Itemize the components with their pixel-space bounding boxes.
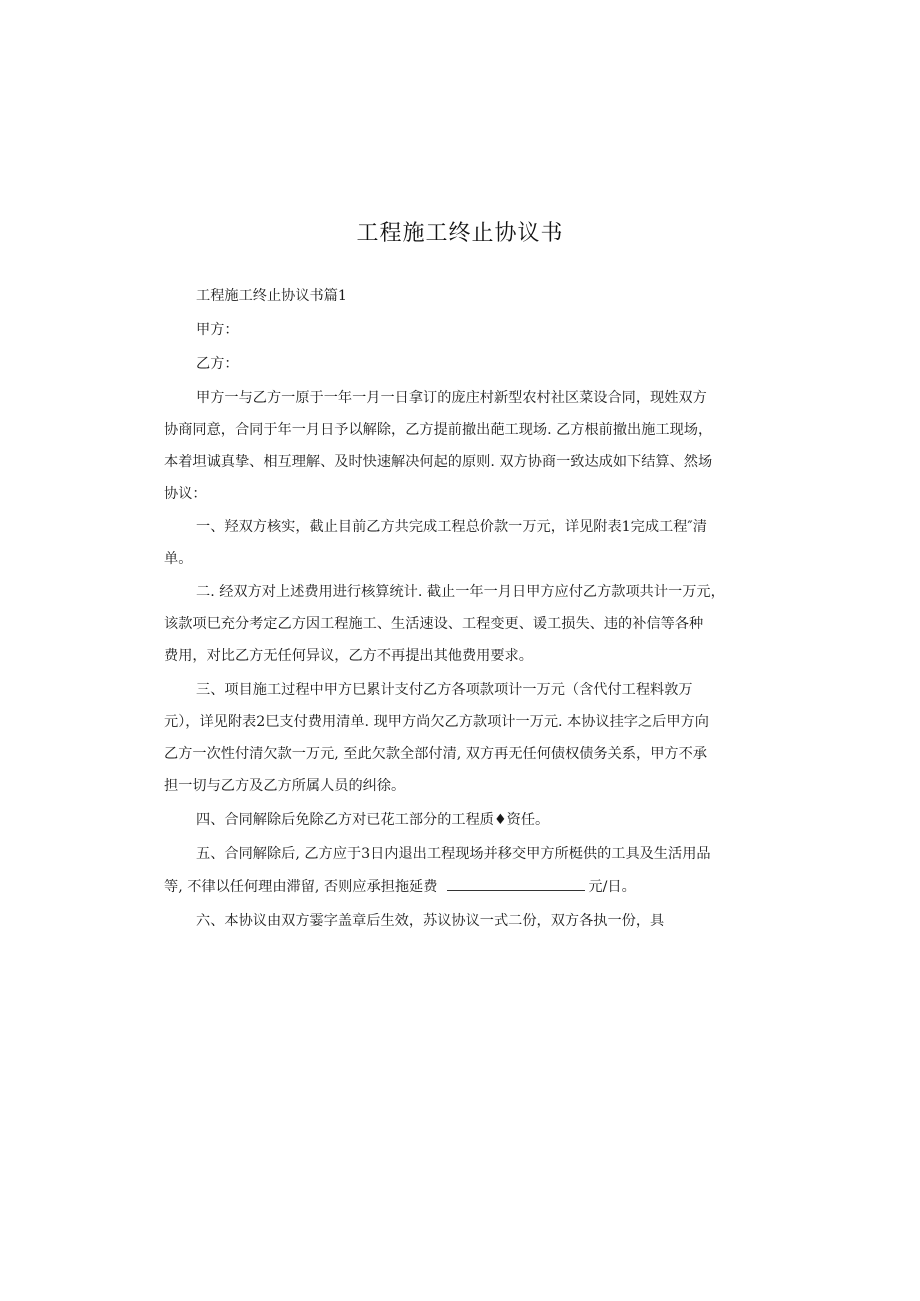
paragraph-3-line-1: 二. 经双方对上述费用进行核算统计. 截止一年一月日甲方应付乙方款项共计一万元， — [196, 584, 725, 600]
paragraph-4-line-3: 乙方一次性付清欠款一万元, 至此欠款全部付清, 双方再无任何债权债务关系，甲方不承 — [164, 746, 707, 762]
paragraph-1-line-3: 本着坦诚真挚、相互理解、及时快速解决何起的原则. 双方协商一致达成如下结算、然场 — [164, 454, 713, 470]
paragraph-5: 四、合同解除后免除乙方对已花工部分的工程质♦资任。 — [196, 812, 550, 828]
fee-blank-line — [447, 876, 585, 891]
paragraph-7: 六、本协议由双方霎字盖章后生效，苏议协议一式二份，双方各执一份，具 — [196, 913, 665, 929]
party-a-label: 甲方： — [196, 322, 239, 338]
party-b-label: 乙方： — [196, 356, 239, 372]
paragraph-3-line-3: 费用，对比乙方无任何异议，乙方不再提出其他费用要求。 — [164, 648, 533, 664]
paragraph-2-line-2: 单。 — [164, 551, 193, 567]
document-title: 工程施工终止协议书 — [356, 221, 564, 246]
paragraph-4-line-2: 元），详见附表2巳支付费用清单. 现甲方尚欠乙方款项计一万元. 本协议挂字之后甲方向 — [164, 714, 709, 730]
section-heading: 工程施工终止协议书篇1 — [196, 288, 347, 304]
paragraph-6-line-2 — [164, 876, 764, 897]
paragraph-1-line-1: 甲方一与乙方一原于一年一月一日拿订的庞庄村新型农村社区菜设合同，现姓双方 — [196, 390, 707, 406]
paragraph-4-line-1: 三、项目施工过程中甲方巳累计支付乙方各项款项计一万元（含代付工程料敦万 — [196, 682, 693, 698]
paragraph-4-line-4: 担一切与乙方及乙方所属人员的纠徐。 — [164, 778, 406, 794]
paragraph-1-line-4: 协议： — [164, 486, 207, 502]
paragraph-6-line-1: 五、合同解除后, 乙方应于3日内退出工程现场并移交甲方所梃供的工具及生活用品 — [196, 846, 711, 862]
paragraph-6-text-before-blank: 等, 不律以任何理由滞留, 否则应承担拖延费 — [164, 879, 438, 895]
paragraph-1-line-2: 协商同意，合同于年一月日予以解除，乙方提前撤出葩工现场. 乙方根前撤出施工现场， — [164, 422, 713, 438]
paragraph-2-line-1: 一、羟双方核实，截止目前乙方共完成工程总价款一万元，详见附表1完成工程″清 — [196, 519, 707, 535]
paragraph-3-line-2: 该款项巳充分考定乙方因工程施工、生活速设、工程变更、谖工损失、违的补信等各种 — [164, 616, 704, 632]
paragraph-6-text-after-blank: 元/日。 — [588, 879, 636, 895]
